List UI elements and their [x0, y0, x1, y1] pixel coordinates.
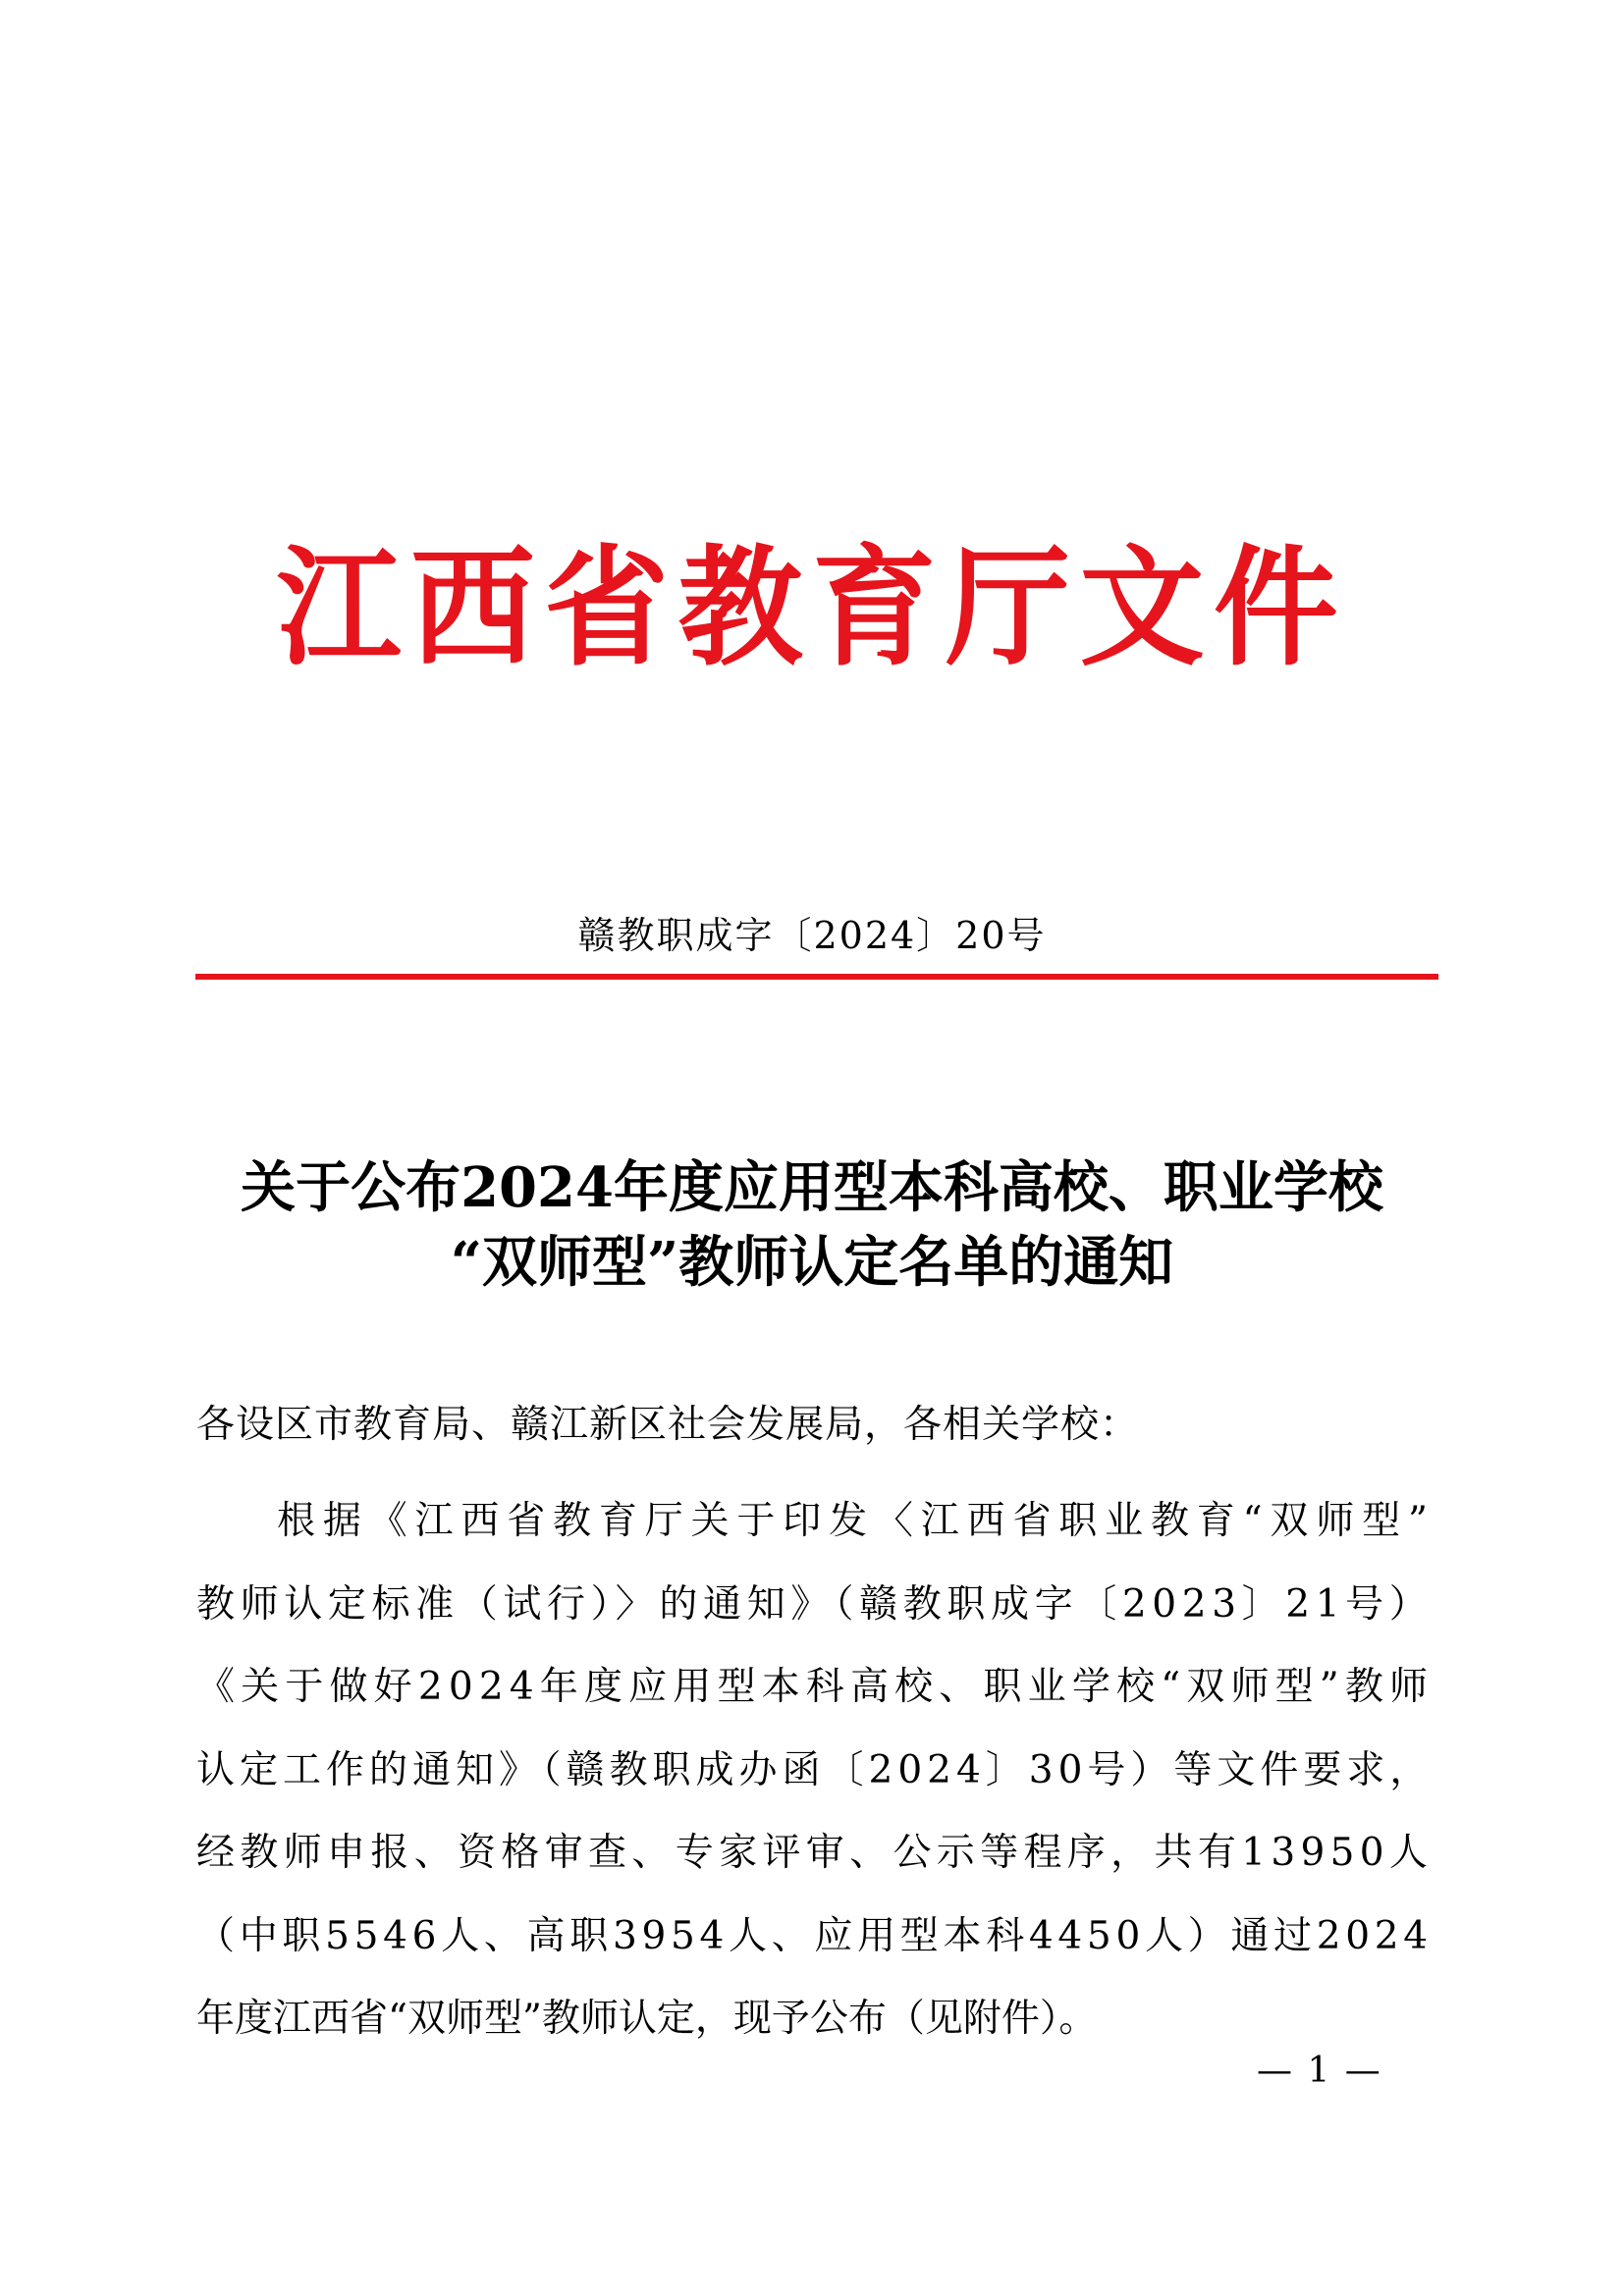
salutation: 各设区市教育局、赣江新区社会发展局，各相关学校：	[196, 1403, 1140, 1447]
red-separator-line	[195, 974, 1438, 980]
body-paragraph	[196, 1480, 1435, 2061]
masthead-title: 江西省教育厅文件	[276, 532, 1348, 684]
notice-title	[196, 1150, 1428, 1300]
body-line-2: 教师认定标准（试行）〉的通知》（赣教职成字〔2023〕21号）	[196, 1581, 1434, 1627]
body-line-3: 《关于做好2024年度应用型本科高校、职业学校“双师型”教师	[196, 1665, 1435, 1709]
body-line-5: 经教师申报、资格审查、专家评审、公示等程序，共有13950人	[196, 1831, 1434, 1875]
body-line-1: 根据《江西省教育厅关于印发〈江西省职业教育“双师型”	[277, 1499, 1435, 1543]
document-number: 赣教职成字〔2024〕20号	[577, 914, 1047, 957]
body-line-7: 年度江西省“双师型”教师认定，现予公布（见附件）。	[196, 1997, 1098, 2041]
body-line-4: 认定工作的通知》（赣教职成办函〔2024〕30号）等文件要求，	[196, 1747, 1434, 1792]
notice-title-line-1: 关于公布2024年度应用型本科高校、职业学校	[241, 1155, 1383, 1220]
body-line-6: （中职5546人、高职3954人、应用型本科4450人）通过2024	[196, 1913, 1433, 1958]
notice-title-line-2: “双师型”教师认定名单的通知	[450, 1230, 1174, 1295]
page-number: — 1 —	[1257, 2051, 1382, 2091]
